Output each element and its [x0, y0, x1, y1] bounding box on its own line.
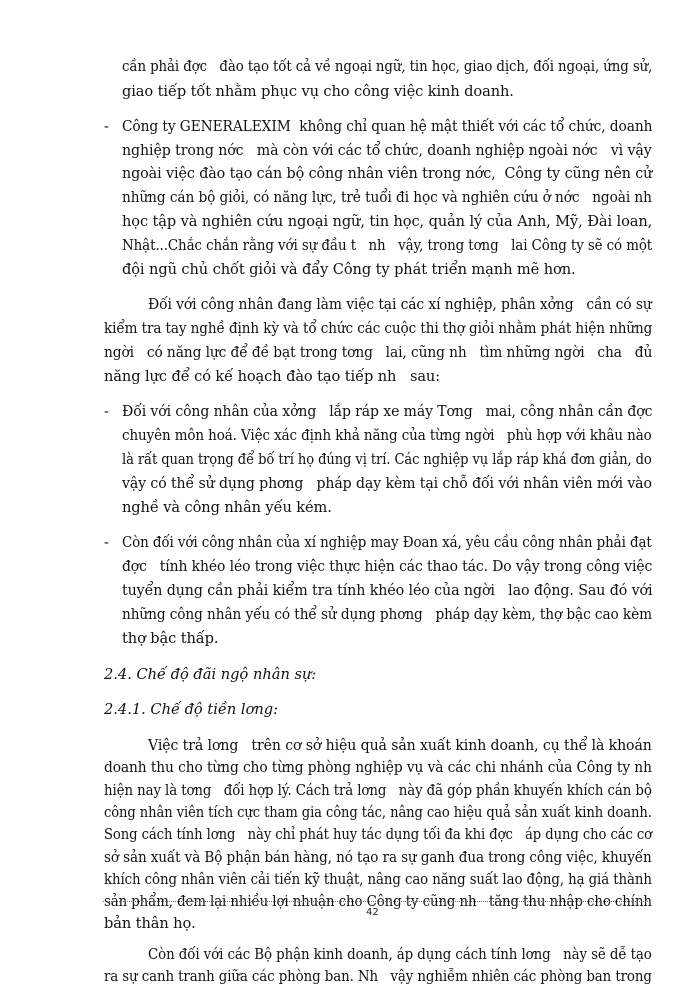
text-line: Đối với công nhân của xởng lắp ráp xe máy Tơng mai, công nhân cần đợc [122, 403, 653, 420]
page-number: 42 [366, 907, 379, 918]
text-line: Song cách tính lơng này chỉ phát huy tác dụng tối đa khi đợc áp dụng cho các cơ [104, 826, 653, 844]
text-line: Còn đối với các Bộ phận kinh doanh, áp dụng cách tính lơng này sẽ dễ tạo [148, 945, 652, 963]
text-line: học tập và nghiên cứu ngoại ngữ, tin học, quản lý của Anh, Mỹ, Đài loan, [122, 213, 653, 230]
text-line: Nhật...Chắc chắn rằng với sự đầu t nh vậy, trong tơng lai Công ty sẽ có một [122, 237, 653, 254]
text-line: sở sản xuất và Bộ phận bán hàng, nó tạo ra sự ganh đua trong công việc, khuyến [104, 848, 652, 866]
text-line: Công ty GENERALEXIM không chỉ quan hệ mật thiết với các tổ chức, doanh [122, 118, 653, 135]
bullet-marker: - [104, 534, 109, 551]
text-line: doanh thu cho từng cho từng phòng nghiệp vụ và các chi nhánh của Công ty nh [104, 759, 652, 777]
text-line: chuyên môn hoá. Việc xác định khả năng của từng ngời phù hợp với khâu nào [122, 427, 652, 444]
text-line: những cán bộ giỏi, có năng lực, trẻ tuổi đi học và nghiên cứu ở nớc ngoài nh [122, 189, 652, 206]
text-line: cần phải đợc đào tạo tốt cả về ngoại ngữ, tin học, giao dịch, đối ngoại, ứng sử, [122, 58, 653, 75]
text-line: là rất quan trọng để bố trí họ đúng vị trí. Các nghiệp vụ lắp ráp khá đơn giản, do [122, 451, 652, 468]
text-line: Còn đối với công nhân của xí nghiệp may Đoan xá, yêu cầu công nhân phải đạt [122, 534, 652, 551]
text-line: sản phẩm, đem lại nhiều lợi nhuận cho Công ty cũng nh tăng thu nhập cho chính [104, 893, 652, 911]
text-line: ra sự canh tranh giữa các phòng ban. Nh vậy nghiễm nhiên các phòng ban trong [104, 968, 652, 985]
text-line: ngoài việc đào tạo cán bộ công nhân viên trong nớc, Công ty cũng nên cử [122, 165, 653, 182]
bullet-marker: - [104, 118, 109, 135]
subsection-heading: 2.4.1. Chế độ tiền lơng: [104, 701, 279, 718]
section-heading: 2.4. Chế độ đãi ngộ nhân sự: [104, 666, 317, 683]
text-line: giao tiếp tốt nhằm phục vụ cho công việc kinh doanh. [122, 83, 514, 100]
text-line: Việc trả lơng trên cơ sở hiệu quả sản xuất kinh doanh, cụ thể là khoán [148, 737, 652, 754]
text-line: đội ngũ chủ chốt giỏi và đẩy Công ty phát triển mạnh mẽ hơn. [122, 261, 576, 278]
text-line: kiểm tra tay nghề định kỳ và tổ chức các cuộc thi thợ giỏi nhằm phát hiện những [104, 320, 653, 337]
text-line: thợ bậc thấp. [122, 630, 219, 647]
text-line: vậy có thể sử dụng phơng pháp dạy kèm tại chỗ đối với nhân viên mới vào [122, 475, 652, 492]
text-line: khích công nhân viên cải tiến kỹ thuật, nâng cao năng suất lao động, hạ giá thành [104, 870, 652, 888]
text-line: những công nhân yếu có thể sử dụng phơng pháp dạy kèm, thợ bậc cao kèm [122, 606, 652, 623]
text-line: đợc tính khéo léo trong việc thực hiện các thao tác. Do vậy trong công việc [122, 558, 653, 575]
text-line: nghề và công nhân yếu kém. [122, 499, 332, 516]
bullet-marker: - [104, 403, 109, 420]
footer-divider [103, 901, 650, 902]
text-line: tuyển dụng cần phải kiểm tra tính khéo léo của ngời lao động. Sau đó với [122, 582, 653, 599]
text-line: ngời có năng lực để đề bạt trong tơng lai, cũng nh tìm những ngời cha đủ [104, 344, 653, 361]
text-line: công nhân viên tích cực tham gia công tác, nâng cao hiệu quả sản xuất kinh doanh. [104, 803, 652, 821]
text-line: năng lực để có kế hoạch đào tạo tiếp nh sau: [104, 368, 441, 385]
text-line: bản thân họ. [104, 915, 196, 933]
text-line: nghiệp trong nớc mà còn với các tổ chức, doanh nghiệp ngoài nớc vì vậy [122, 142, 652, 159]
text-line: hiện nay là tơng đối hợp lý. Cách trả lơng này đã góp phần khuyến khích cán bộ [104, 781, 652, 799]
text-line: Đối với công nhân đang làm việc tại các xí nghiệp, phân xởng cần có sự [148, 296, 652, 313]
